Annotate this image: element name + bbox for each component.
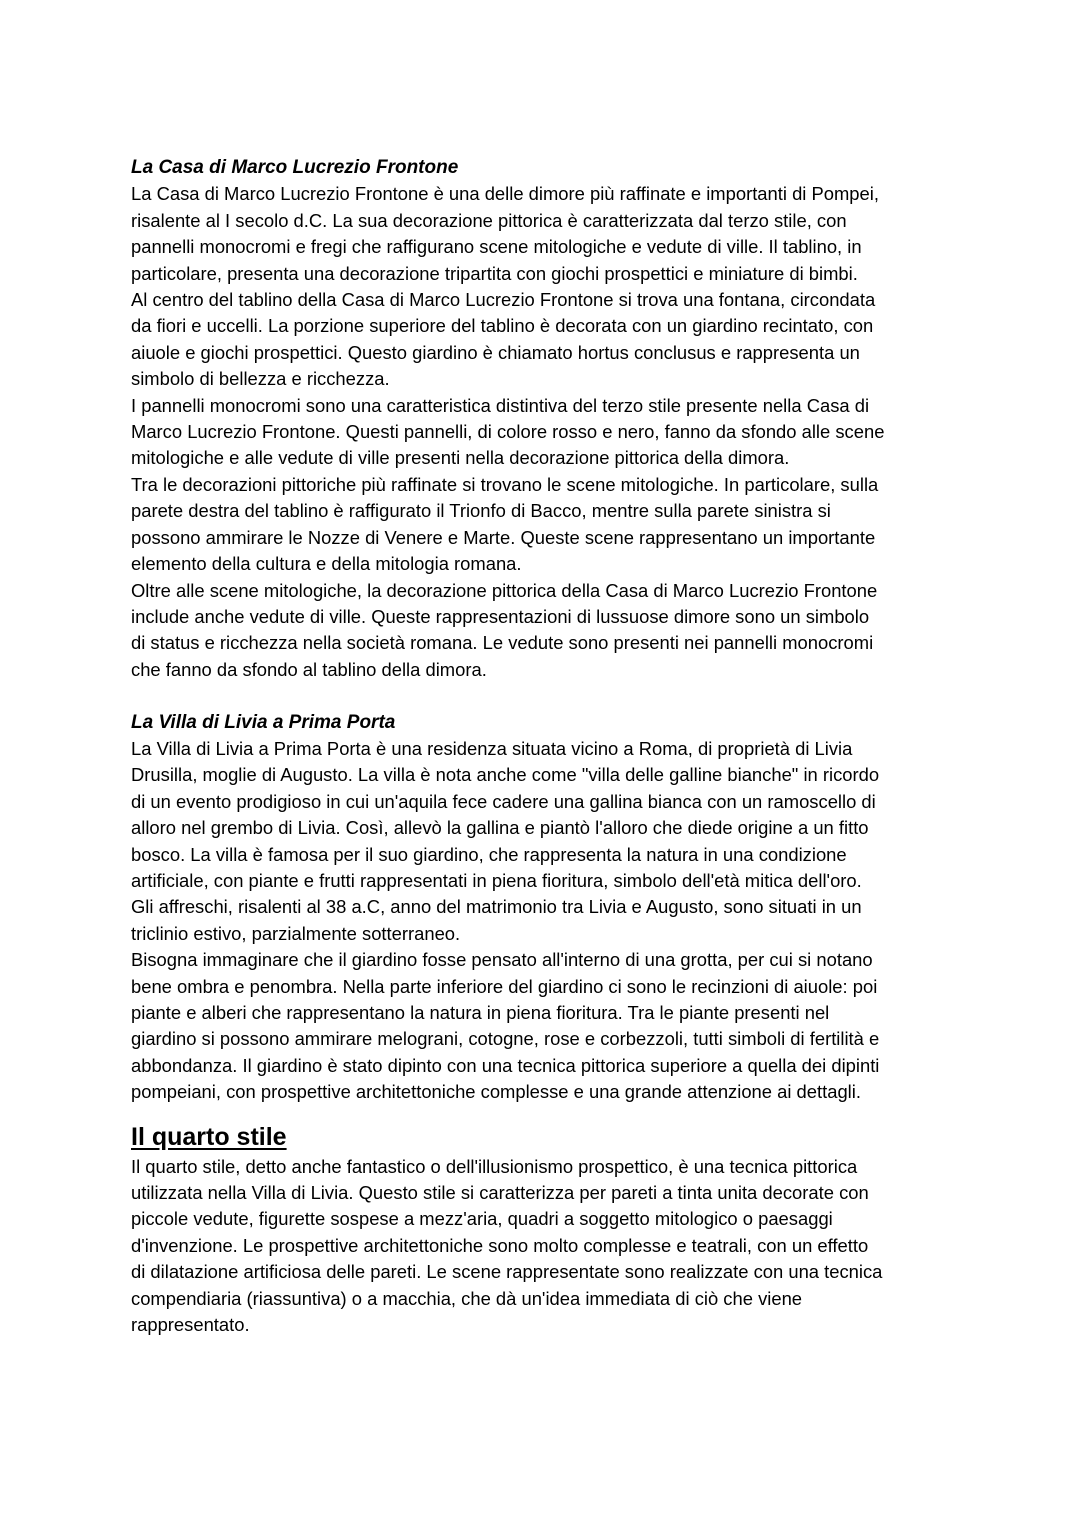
text-line: piccole vedute, figurette sospese a mezz'aria, quadri a soggetto mitologico o paesaggi [131,1208,833,1230]
text-line: La Villa di Livia a Prima Porta è una residenza situata vicino a Roma, di proprietà di Livia [131,737,853,759]
paragraph [131,1154,961,1339]
text-line: compendiaria (riassuntiva) o a macchia, che dà un'idea immediata di ciò che viene [131,1287,803,1309]
text-line: Drusilla, moglie di Augusto. La villa è nota anche come "villa delle galline bianche" in ricordo [131,764,880,786]
section-body [131,1154,961,1339]
text-line: elemento della cultura e della mitologia romana. [131,553,522,575]
text-line: di un evento prodigioso in cui un'aquila fece cadere una gallina bianca con un ramoscello di [131,790,876,812]
text-line: alloro nel grembo di Livia. Così, allevò la gallina e piantò l'alloro che diede origine a un fitto [131,817,869,839]
text-line: simbolo di bellezza e ricchezza. [131,368,390,390]
text-line: I pannelli monocromi sono una caratteristica distintiva del terzo stile presente nella Casa di [131,394,870,416]
text-line: rappresentato. [131,1314,250,1336]
section-villa-di-livia [131,710,961,1106]
section-spacer [131,683,961,709]
text-line: che fanno da sfondo al tablino della dimora. [131,658,487,680]
text-line: bene ombra e penombra. Nella parte inferiore del giardino ci sono le recinzioni di aiuole: poi [131,975,878,997]
text-line: mitologiche e alle vedute di ville presenti nella decorazione pittorica della dimora. [131,447,790,469]
text-line: d'invenzione. Le prospettive architettoniche sono molto complesse e teatrali, con un effetto [131,1234,869,1256]
text-line: possono ammirare le Nozze di Venere e Marte. Queste scene rappresentano un importante [131,526,876,548]
text-line: abbondanza. Il giardino è stato dipinto con una tecnica pittorica superiore a quella dei dipinti [131,1054,880,1076]
section-quarto-stile [131,1120,961,1339]
text-line: Bisogna immaginare che il giardino fosse pensato all'interno di una grotta, per cui si notano [131,949,873,971]
text-line: parete destra del tablino è raffigurato il Trionfo di Bacco, mentre sulla parete sinistra si [131,500,831,522]
text-line: include anche vedute di ville. Queste rappresentazioni di lussuose dimore sono un simbolo [131,605,870,627]
section-title: La Casa di Marco Lucrezio Frontone [131,157,459,178]
section-title: Il quarto stile [131,1122,287,1151]
text-line: di status e ricchezza nella società romana. Le vedute sono presenti nei pannelli monocromi [131,632,874,654]
paragraph [131,287,961,393]
section-body [131,181,961,683]
text-line: utilizzata nella Villa di Livia. Questo stile si caratterizza per pareti a tinta unita decorate con [131,1182,869,1204]
paragraph [131,393,961,472]
text-line: La Casa di Marco Lucrezio Frontone è una delle dimore più raffinate e importanti di Pompei, [131,183,879,205]
paragraph [131,181,961,287]
text-line: piante e alberi che rappresentano la natura in piena fioritura. Tra le piante presenti nel [131,1001,830,1023]
text-line: di dilatazione artificiosa delle pareti. Le scene rappresentate sono realizzate con una tecnica [131,1261,883,1283]
text-line: Al centro del tablino della Casa di Marco Lucrezio Frontone si trova una fontana, circondata [131,289,876,311]
paragraph [131,472,961,578]
text-line: artificiale, con piante e frutti rappresentati in piena fioritura, simbolo dell'età mitica dell'oro. [131,869,862,891]
text-line: pompeiani, con prospettive architettoniche complesse e una grande attenzione ai dettagli. [131,1081,861,1103]
section-title: La Villa di Livia a Prima Porta [131,711,396,733]
paragraph [131,736,961,947]
text-line: Tra le decorazioni pittoriche più raffinate si trovano le scene mitologiche. In particolare, sulla [131,473,879,495]
text-line: Gli affreschi, risalenti al 38 a.C, anno del matrimonio tra Livia e Augusto, sono situati in un [131,896,862,918]
document-page [131,155,961,1338]
paragraph [131,578,961,684]
text-line: Il quarto stile, detto anche fantastico o dell'illusionismo prospettico, è una tecnica pittorica [131,1155,858,1177]
text-line: bosco. La villa è famosa per il suo giardino, che rappresenta la natura in una condizione [131,843,847,865]
section-casa-lucrezio-frontone [131,155,961,683]
text-line: Oltre alle scene mitologiche, la decorazione pittorica della Casa di Marco Lucrezio Frontone [131,579,878,601]
text-line: particolare, presenta una decorazione tripartita con giochi prospettici e miniature di bimbi. [131,262,858,284]
text-line: da fiori e uccelli. La porzione superiore del tablino è decorata con un giardino recintato, con [131,315,874,337]
text-line: risalente al I secolo d.C. La sua decorazione pittorica è caratterizzata dal terzo stile, con [131,209,847,231]
text-line: triclinio estivo, parzialmente sotterraneo. [131,922,461,944]
section-body [131,736,961,1106]
text-line: pannelli monocromi e fregi che raffigurano scene mitologiche e vedute di ville. Il tablino, in [131,236,862,258]
text-line: aiuole e giochi prospettici. Questo giardino è chiamato hortus conclusus e rappresenta un [131,341,860,363]
text-line: Marco Lucrezio Frontone. Questi pannelli, di colore rosso e nero, fanno da sfondo alle scene [131,421,885,443]
paragraph [131,947,961,1105]
text-line: giardino si possono ammirare melograni, cotogne, rose e corbezzoli, tutti simboli di fertilità e [131,1028,880,1050]
